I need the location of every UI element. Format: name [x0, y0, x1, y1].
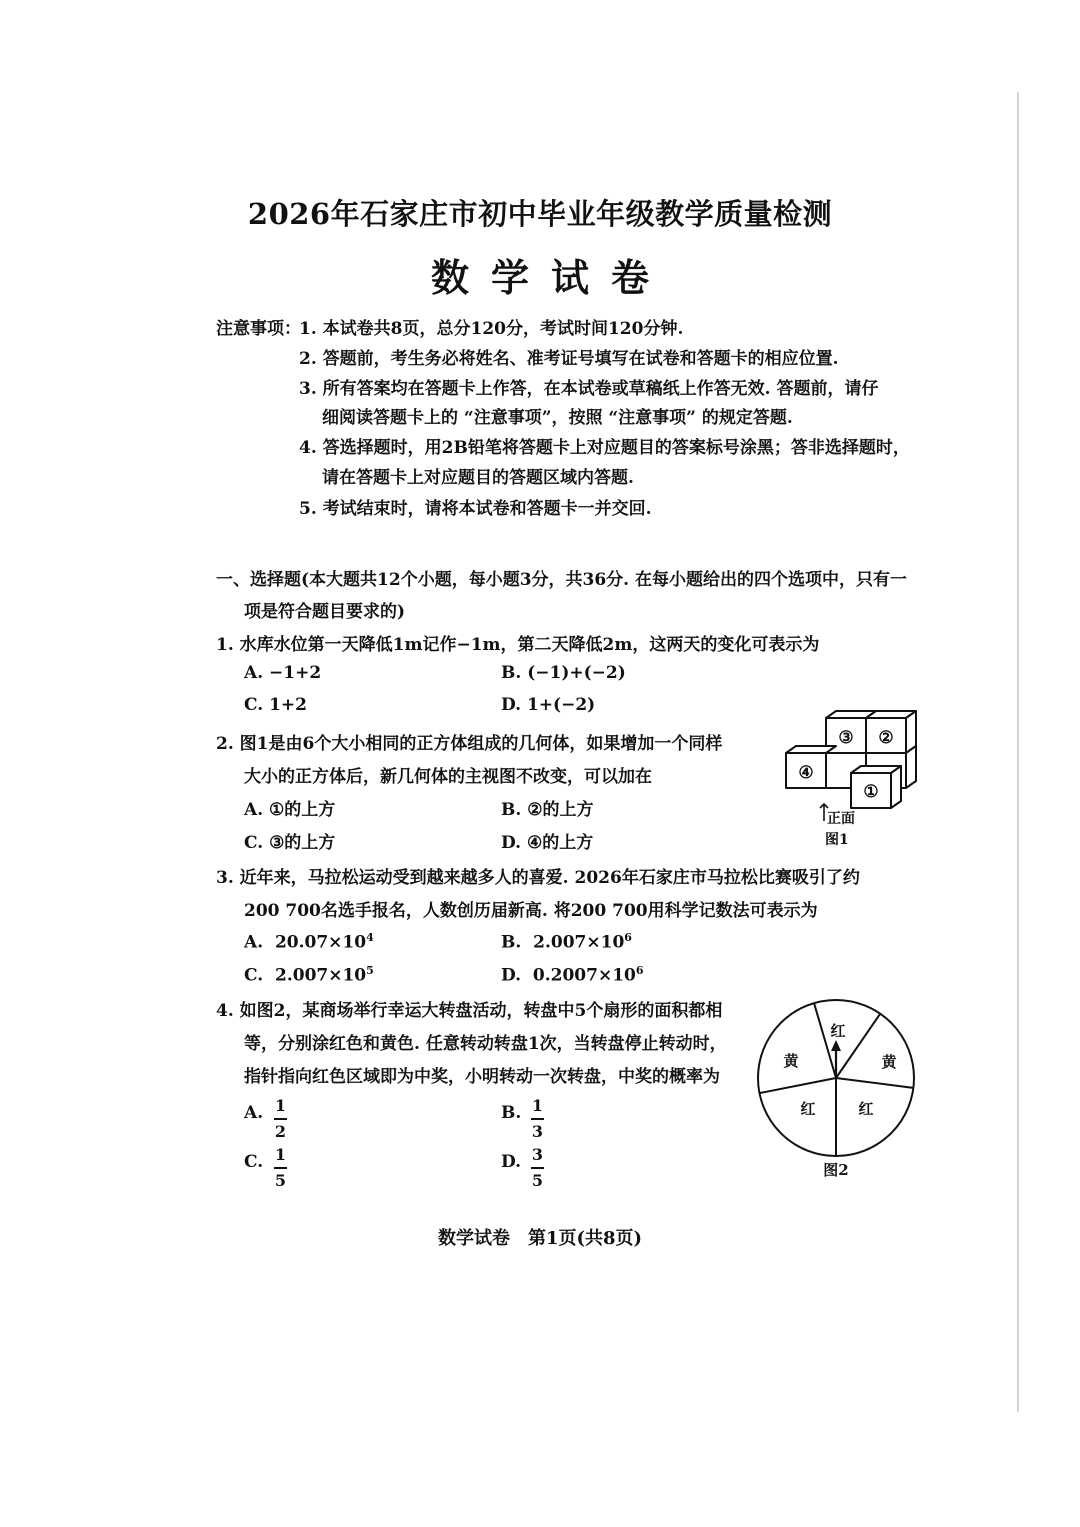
sector-label-left: 黄: [783, 1052, 799, 1070]
q1-option-a: A. −1+2: [244, 663, 322, 683]
question-2-stem-cont: 大小的正方体后，新几何体的主视图不改变，可以加在: [244, 767, 652, 787]
cube-label-3: ③: [838, 728, 854, 748]
question-4-stem-cont-1: 等，分别涂红色和黄色. 任意转动转盘1次，当转盘停止转动时，: [244, 1034, 727, 1054]
cube-label-1: ①: [863, 782, 879, 802]
note-item-5: 5. 考试结束时，请将本试卷和答题卡一并交回.: [299, 499, 652, 519]
exam-subtitle: 数学试卷: [430, 255, 671, 300]
q2-option-c: C. ③的上方: [244, 833, 336, 853]
note-item-4-cont: 请在答题卡上对应题目的答题区域内答题.: [322, 468, 634, 488]
question-3-stem: 3. 近年来，马拉松运动受到越来越多人的喜爱. 2026年石家庄市马拉松比赛吸引了约: [216, 868, 860, 888]
figure-2-spinner: [756, 996, 921, 1186]
sector-label-bottom-left: 红: [800, 1100, 816, 1118]
question-1-stem: 1. 水库水位第一天降低1m记作−1m，第二天降低2m，这两天的变化可表示为: [216, 635, 820, 655]
sector-label-right: 黄: [881, 1053, 897, 1071]
front-label: 正面: [827, 811, 855, 827]
q1-option-c: C. 1+2: [244, 695, 307, 715]
question-4-stem-cont-2: 指针指向红色区域即为中奖，小明转动一次转盘，中奖的概率为: [244, 1067, 720, 1087]
note-item-3-cont: 细阅读答题卡上的 “注意事项”，按照 “注意事项” 的规定答题.: [322, 408, 793, 428]
q2-option-d: D. ④的上方: [501, 833, 594, 853]
q3-option-c: C. $2.007\times 10^5$: [244, 964, 374, 986]
q2-option-a: A. ①的上方: [244, 800, 336, 820]
sector-label-top: 红: [830, 1022, 846, 1040]
q4-option-d-letter: D.: [501, 1152, 522, 1172]
figure-1-caption: 图1: [825, 832, 849, 848]
q4-option-b-letter: B.: [501, 1103, 522, 1123]
q4-option-b-fraction: 1 3: [531, 1096, 544, 1141]
section-heading-cont: 项是符合题目要求的): [244, 602, 406, 622]
note-item-4: 4. 答选择题时，用2B铅笔将答题卡上对应题目的答案标号涂黑；答非选择题时，: [299, 438, 910, 458]
notes-label: 注意事项：: [216, 319, 301, 339]
q4-option-c-letter: C.: [244, 1152, 264, 1172]
q4-option-d-fraction: 3 5: [531, 1145, 544, 1190]
figure-1-cubes: [776, 708, 926, 858]
q4-option-c-fraction: 1 5: [274, 1145, 287, 1190]
section-heading: 一、选择题(本大题共12个小题，每小题3分，共36分. 在每小题给出的四个选项中，只有一: [216, 570, 908, 590]
cube-label-4: ④: [798, 763, 814, 783]
note-item-2: 2. 答题前，考生务必将姓名、准考证号填写在试卷和答题卡的相应位置.: [299, 349, 839, 369]
note-item-1: 1. 本试卷共8页，总分120分，考试时间120分钟.: [299, 319, 684, 339]
q2-option-b: B. ②的上方: [501, 800, 594, 820]
q3-option-a: A. $20.07\times 10^4$: [244, 931, 374, 953]
q3-option-d: D. $0.2007\times 10^6$: [501, 964, 644, 986]
q1-option-b: B. (−1)+(−2): [501, 663, 626, 683]
question-2-stem: 2. 图1是由6个大小相同的正方体组成的几何体，如果增加一个同样: [216, 734, 723, 754]
sector-label-bottom-right: 红: [858, 1100, 874, 1118]
figure-2-caption: 图2: [823, 1161, 849, 1179]
cube-label-2: ②: [878, 728, 894, 748]
page-footer: 数学试卷 第1页(共8页): [437, 1228, 643, 1249]
question-4-stem: 4. 如图2，某商场举行幸运大转盘活动，转盘中5个扇形的面积都相: [216, 1001, 723, 1021]
note-item-3: 3. 所有答案均在答题卡上作答，在本试卷或草稿纸上作答无效. 答题前，请仔: [299, 379, 879, 399]
exam-title: 2026年石家庄市初中毕业年级教学质量检测: [247, 197, 833, 231]
question-3-stem-cont: 200 700名选手报名，人数创历届新高. 将200 700用科学记数法可表示为: [244, 901, 818, 921]
q4-option-a-fraction: 1 2: [274, 1096, 287, 1141]
q4-option-a-letter: A.: [244, 1103, 264, 1123]
q3-option-b: B. $2.007\times 10^6$: [501, 931, 632, 953]
q1-option-d: D. 1+(−2): [501, 695, 596, 715]
